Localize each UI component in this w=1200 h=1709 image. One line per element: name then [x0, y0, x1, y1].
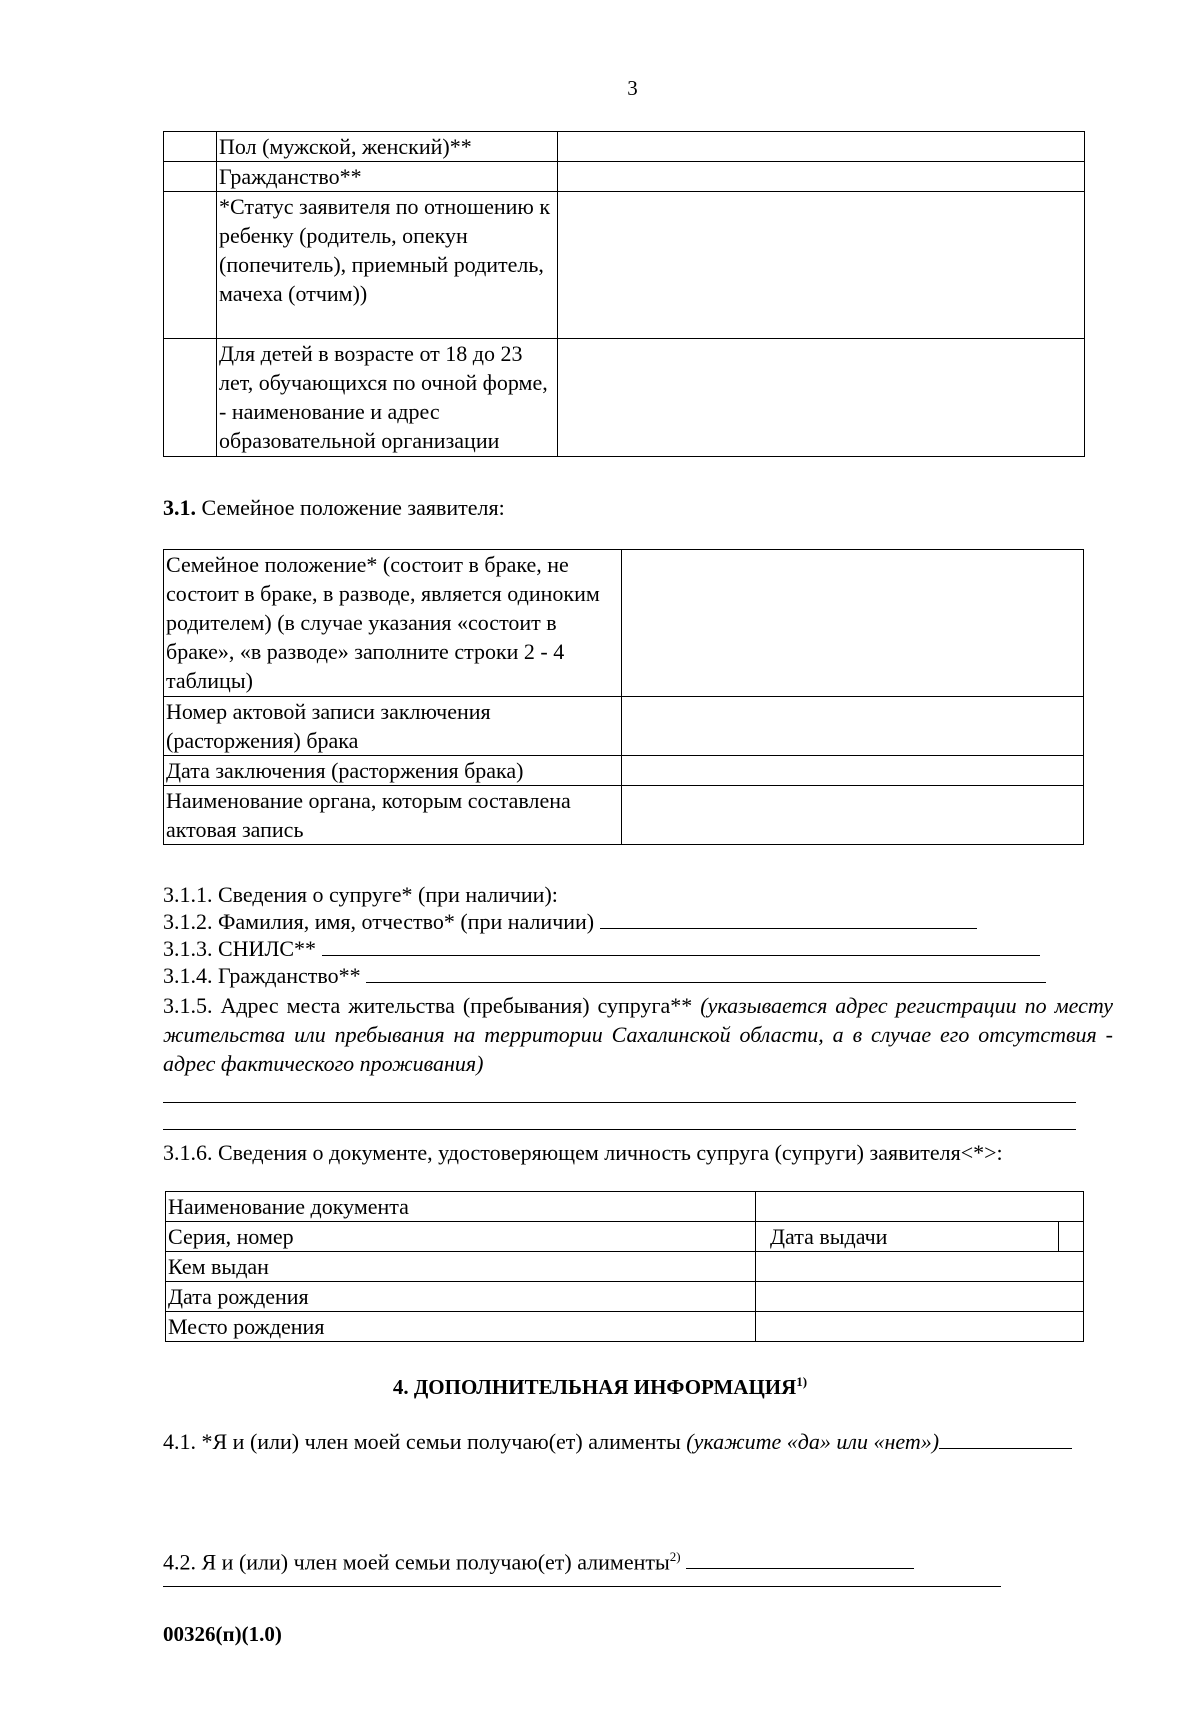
applicant-table: [163, 131, 1085, 457]
applicant-status-label: *Статус заявителя по отношению к ребенку (родитель, опекун (попечитель), приемный родитель, мачеха (отчим)): [217, 192, 558, 339]
table-row: [166, 1282, 1084, 1312]
table-row: [164, 192, 1085, 339]
marital-status-table: [163, 549, 1084, 845]
item-4-1: [163, 1427, 1113, 1456]
spouse-address-line-2[interactable]: [163, 1129, 1076, 1130]
section-3-1-heading: [163, 494, 505, 521]
table-row: [166, 1252, 1084, 1282]
identity-document-table: [165, 1191, 1084, 1342]
section-4-footnote-mark: 1): [796, 1374, 808, 1389]
table-row: [164, 697, 1084, 756]
table-row: [164, 162, 1085, 192]
spouse-name-field[interactable]: [600, 908, 977, 929]
issue-date-label: Дата выдачи: [770, 1224, 888, 1249]
table-row: [166, 1192, 1084, 1222]
row-number-cell: [164, 132, 217, 162]
marital-status-label: Семейное положение* (состоит в браке, не состоит в браке, в разводе, является одиноким родителем) (в случае указания «состоит в браке», «в разводе» заполните строки 2 - 4 таблицы): [164, 550, 622, 697]
birth-place-value[interactable]: [756, 1312, 1084, 1342]
birth-place-label: Место рождения: [166, 1312, 756, 1342]
item-4-2: [163, 1543, 914, 1575]
item-4-1-text: 4.1. *Я и (или) член моей семьи получаю(ет) алименты: [163, 1429, 687, 1454]
document-series-label: Серия, номер: [166, 1222, 756, 1252]
birth-date-value[interactable]: [756, 1282, 1084, 1312]
marriage-record-number-label: Номер актовой записи заключения (расторжения) брака: [164, 697, 622, 756]
table-row: [166, 1312, 1084, 1342]
row-number-cell: [164, 192, 217, 339]
gender-value[interactable]: [558, 132, 1085, 162]
citizenship-label: Гражданство**: [217, 162, 558, 192]
applicant-status-value[interactable]: [558, 192, 1085, 339]
issue-date-value[interactable]: [1058, 1222, 1073, 1251]
table-row: [164, 132, 1085, 162]
spouse-document-heading: 3.1.6. Сведения о документе, удостоверяющем личность супруга (супруги) заявителя<*>:: [163, 1140, 1003, 1165]
spouse-citizenship-row: [163, 962, 1046, 989]
spouse-snils-row: [163, 935, 1040, 962]
registry-office-value[interactable]: [622, 786, 1084, 845]
registry-office-label: Наименование органа, которым составлена актовая запись: [164, 786, 622, 845]
item-4-1-note: (укажите «да» или «нет»): [686, 1429, 940, 1454]
item-4-2-text: 4.2. Я и (или) член моей семьи получаю(ет) алименты: [163, 1549, 670, 1575]
marriage-date-label: Дата заключения (расторжения брака): [164, 756, 622, 786]
document-name-label: Наименование документа: [166, 1192, 756, 1222]
gender-label: Пол (мужской, женский)**: [217, 132, 558, 162]
spouse-address-label: 3.1.5. Адрес места жительства (пребывания) супруга**: [163, 993, 701, 1018]
section-3-1-number: 3.1.: [163, 495, 196, 520]
spouse-snils-label: 3.1.3. СНИЛС**: [163, 936, 317, 961]
section-4-heading: [0, 1374, 1200, 1400]
spouse-info-heading: 3.1.1. Сведения о супруге* (при наличии):: [163, 882, 558, 907]
table-row: [166, 1222, 1084, 1252]
birth-date-label: Дата рождения: [166, 1282, 756, 1312]
spouse-name-label: 3.1.2. Фамилия, имя, отчество* (при наличии): [163, 909, 595, 934]
education-org-value[interactable]: [558, 339, 1085, 457]
spouse-citizenship-label: 3.1.4. Гражданство**: [163, 963, 361, 988]
item-4-2-footnote-mark: 2): [669, 1549, 681, 1564]
issued-by-value[interactable]: [756, 1252, 1084, 1282]
item-4-2-field[interactable]: [686, 1548, 914, 1569]
item-4-2-line-2[interactable]: [163, 1586, 1001, 1587]
marriage-date-value[interactable]: [622, 756, 1084, 786]
education-org-label: Для детей в возрасте от 18 до 23 лет, обучающихся по очной форме, - наименование и адрес образовательной организации: [217, 339, 558, 457]
table-row: [164, 339, 1085, 457]
section-4-title: 4. ДОПОЛНИТЕЛЬНАЯ ИНФОРМАЦИЯ: [392, 1375, 797, 1399]
spouse-address-paragraph: [163, 991, 1113, 1078]
section-3-1-title: Семейное положение заявителя:: [196, 495, 505, 520]
table-row: [164, 786, 1084, 845]
marital-status-value[interactable]: [622, 550, 1084, 697]
table-row: [164, 550, 1084, 697]
spouse-name-row: [163, 908, 977, 935]
item-4-1-answer-field[interactable]: [939, 1428, 1072, 1449]
spouse-address-note: (указывается адрес регистрации по месту жительства или пребывания на территории Сахалинской области, а в случае его отсутствия - адрес фактического проживания): [163, 993, 1113, 1076]
table-row: [164, 756, 1084, 786]
citizenship-value[interactable]: [558, 162, 1085, 192]
spouse-snils-field[interactable]: [322, 935, 1040, 956]
document-name-value[interactable]: [756, 1192, 1084, 1222]
issued-by-label: Кем выдан: [166, 1252, 756, 1282]
spouse-address-line-1[interactable]: [163, 1102, 1076, 1103]
row-number-cell: [164, 339, 217, 457]
row-number-cell: [164, 162, 217, 192]
page-number: 3: [627, 76, 638, 100]
spouse-citizenship-field[interactable]: [366, 962, 1046, 983]
form-code: 00326(п)(1.0): [163, 1622, 282, 1646]
marriage-record-number-value[interactable]: [622, 697, 1084, 756]
issue-date-cell: [756, 1222, 1084, 1252]
